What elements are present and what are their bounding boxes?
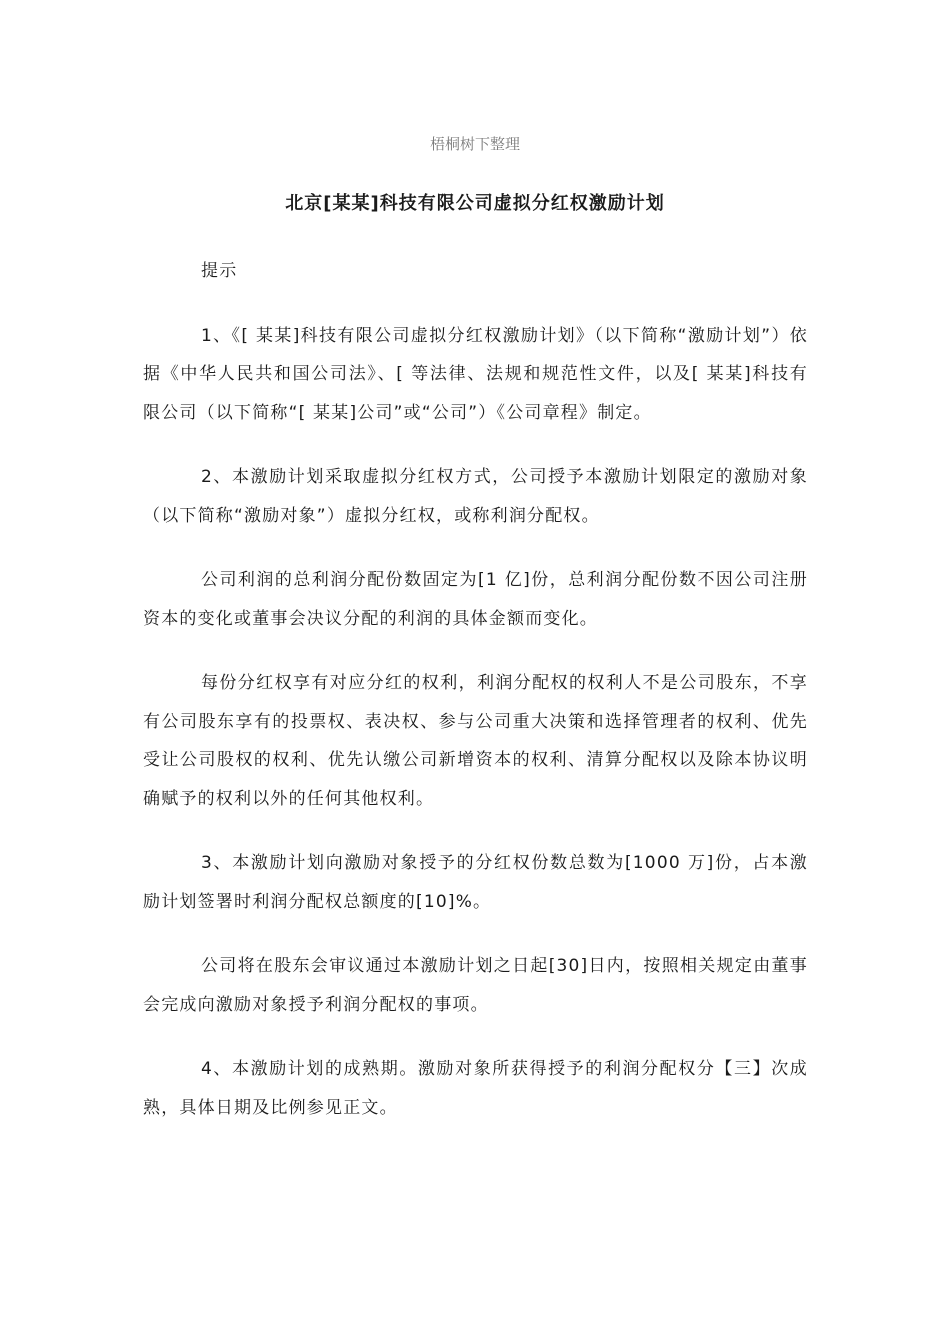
document-title: 北京[某某]科技有限公司虚拟分红权激励计划: [285, 193, 665, 214]
paragraph-4: 每份分红权享有对应分红的权利，利润分配权的权利人不是公司股东，不享有公司股东享有的投票权、表决权、参与公司重大决策和选择管理者的权利、优先受让公司股权的权利、优先认缴公司新增资本的权利、清算分配权以及除本协议明确赋予的权利以外的任何其他权利。: [143, 673, 808, 809]
paragraph-3: 公司利润的总利润分配份数固定为[1 亿]份，总利润分配份数不因公司注册资本的变化或董事会决议分配的利润的具体金额而变化。: [143, 570, 808, 629]
paragraph-5: 3、本激励计划向激励对象授予的分红权份数总数为[1000 万]份，占本激励计划签署时利润分配权总额度的[10]%。: [143, 853, 808, 912]
paragraph-7: 4、本激励计划的成熟期。激励对象所获得授予的利润分配权分【三】次成熟，具体日期及比例参见正文。: [143, 1059, 808, 1118]
paragraph-2: 2、本激励计划采取虚拟分红权方式，公司授予本激励计划限定的激励对象（以下简称“激励对象”）虚拟分红权，或称利润分配权。: [143, 467, 808, 526]
paragraph-1: 1、《[ 某某]科技有限公司虚拟分红权激励计划》（以下简称“激励计划”）依据《中华人民共和国公司法》、[ 等法律、法规和规范性文件，以及[ 某某]科技有限公司（以下简称“[ 某某]公司”或“公司”）《公司章程》制定。: [143, 325, 808, 423]
header-note: 梧桐树下整理: [429, 135, 520, 153]
paragraph-6: 公司将在股东会审议通过本激励计划之日起[30]日内，按照相关规定由董事会完成向激励对象授予利润分配权的事项。: [143, 956, 808, 1015]
section-heading: 提示: [201, 261, 238, 281]
document-body: [143, 252, 808, 1153]
